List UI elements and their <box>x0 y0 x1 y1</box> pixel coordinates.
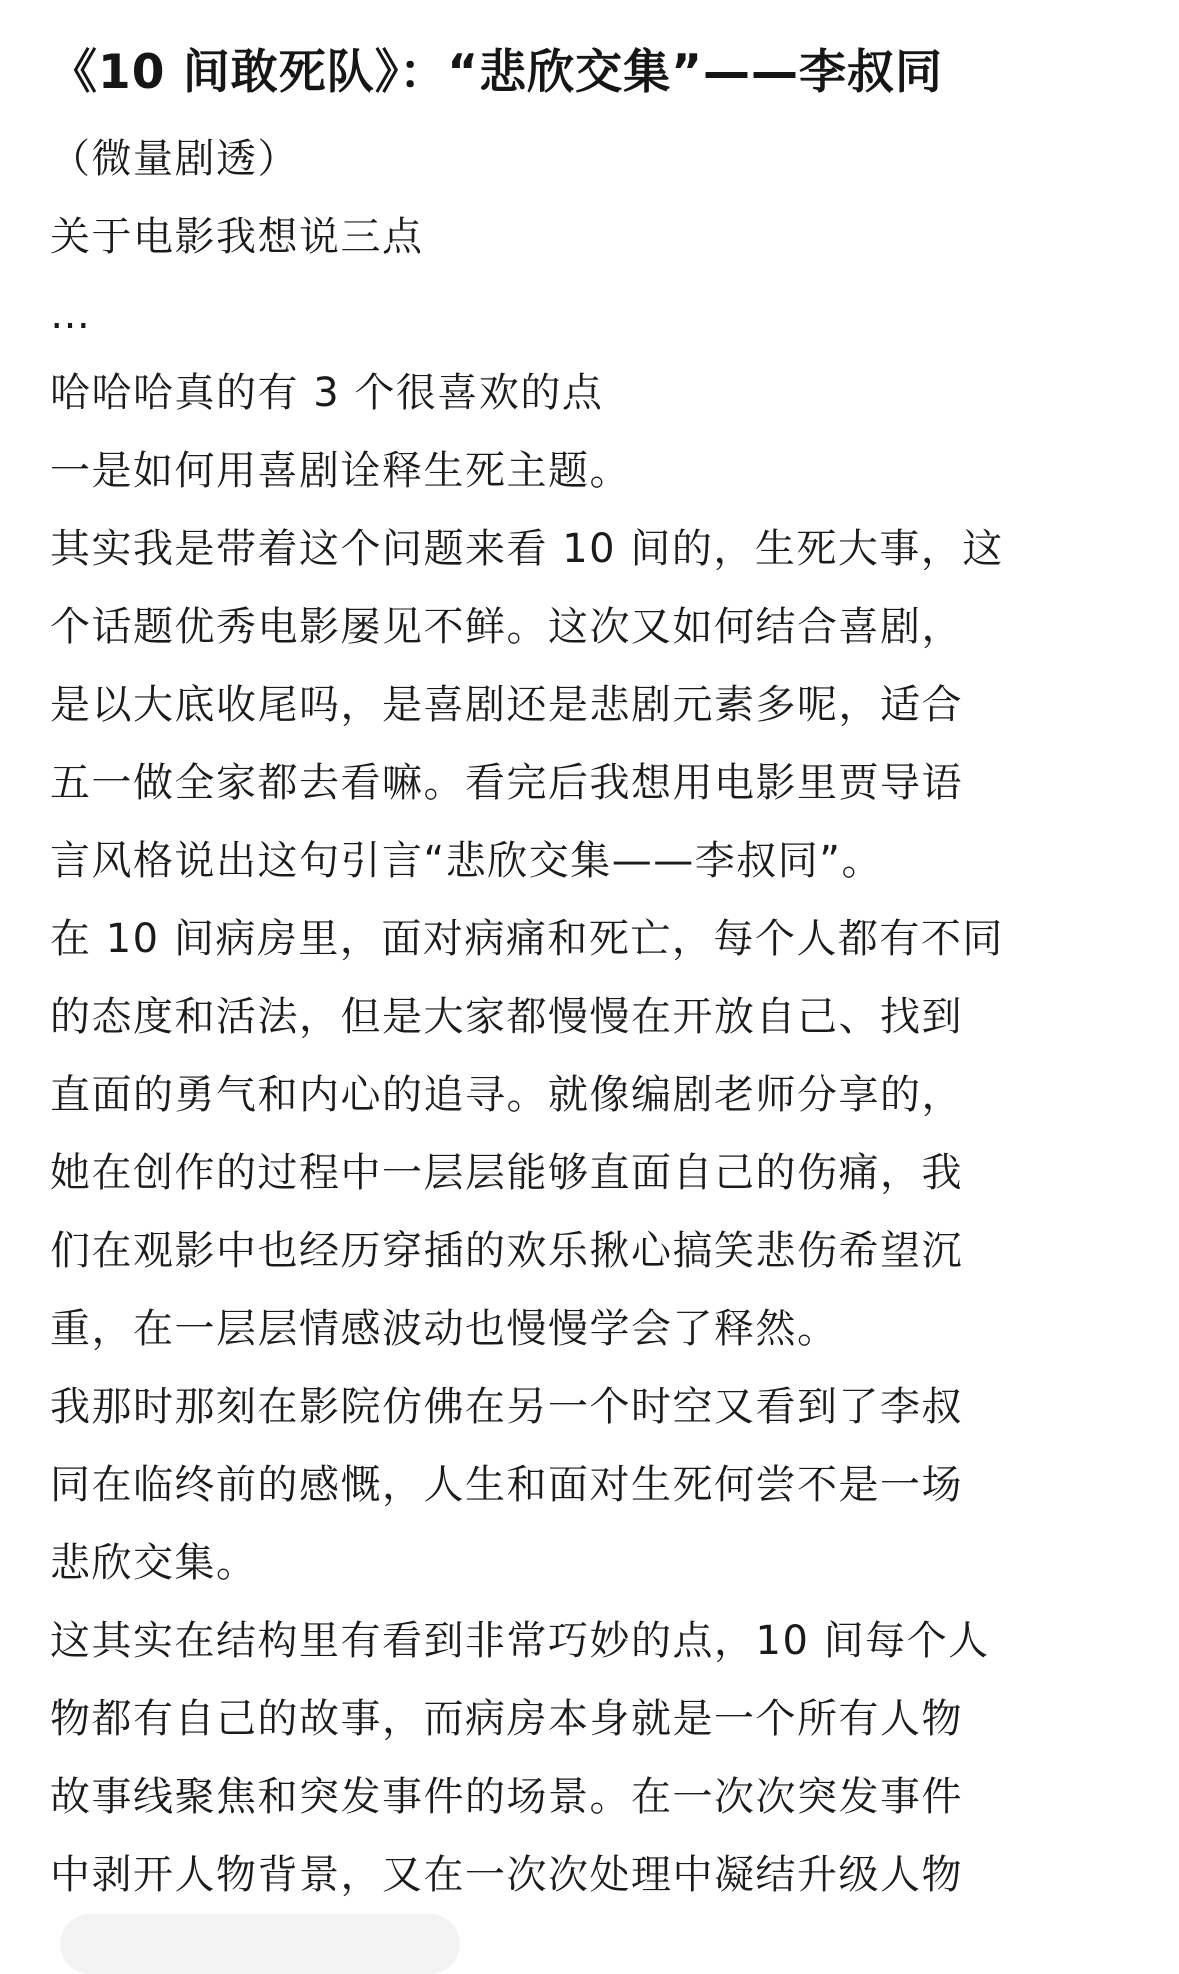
article-line: 哈哈哈真的有 3 个很喜欢的点 <box>50 370 604 416</box>
article-line: … <box>50 292 92 338</box>
article-line: 这其实在结构里有看到非常巧妙的点，10 间每个人 <box>50 1618 990 1664</box>
article <box>50 40 1130 1914</box>
article-line: 是以大底收尾吗，是喜剧还是悲剧元素多呢，适合 <box>50 682 963 728</box>
article-line: 我那时那刻在影院仿佛在另一个时空又看到了李叔 <box>50 1384 963 1430</box>
article-line: （微量剧透） <box>50 136 299 182</box>
article-line: 们在观影中也经历穿插的欢乐揪心搞笑悲伤希望沉 <box>50 1228 963 1274</box>
article-line: 悲欣交集。 <box>50 1540 258 1586</box>
article-line: 故事线聚焦和突发事件的场景。在一次次突发事件 <box>50 1774 963 1820</box>
article-line: 言风格说出这句引言“悲欣交集——李叔同”。 <box>50 838 883 884</box>
article-line: 她在创作的过程中一层层能够直面自己的伤痛，我 <box>50 1150 963 1196</box>
article-line: 重，在一层层情感波动也慢慢学会了释然。 <box>50 1306 839 1352</box>
article-line: 一是如何用喜剧诠释生死主题。 <box>50 448 631 494</box>
article-line: 关于电影我想说三点 <box>50 214 424 260</box>
article-line: 的态度和活法，但是大家都慢慢在开放自己、找到 <box>50 994 963 1040</box>
bottom-action-bar[interactable] <box>60 1914 460 1974</box>
article-line: 在 10 间病房里，面对病痛和死亡，每个人都有不同 <box>50 916 1004 962</box>
article-body <box>50 120 1130 1914</box>
article-line: 直面的勇气和内心的追寻。就像编剧老师分享的， <box>50 1072 963 1118</box>
article-line: 物都有自己的故事，而病房本身就是一个所有人物 <box>50 1696 963 1742</box>
article-line: 个话题优秀电影屡见不鲜。这次又如何结合喜剧， <box>50 604 963 650</box>
article-title: 《10 间敢死队》：“悲欣交集”——李叔同 <box>50 45 944 100</box>
article-line: 五一做全家都去看嘛。看完后我想用电影里贾导语 <box>50 760 963 806</box>
article-line: 同在临终前的感慨，人生和面对生死何尝不是一场 <box>50 1462 963 1508</box>
article-line: 其实我是带着这个问题来看 10 间的，生死大事，这 <box>50 526 1004 572</box>
article-line: 中剥开人物背景，又在一次次处理中凝结升级人物 <box>50 1852 963 1898</box>
